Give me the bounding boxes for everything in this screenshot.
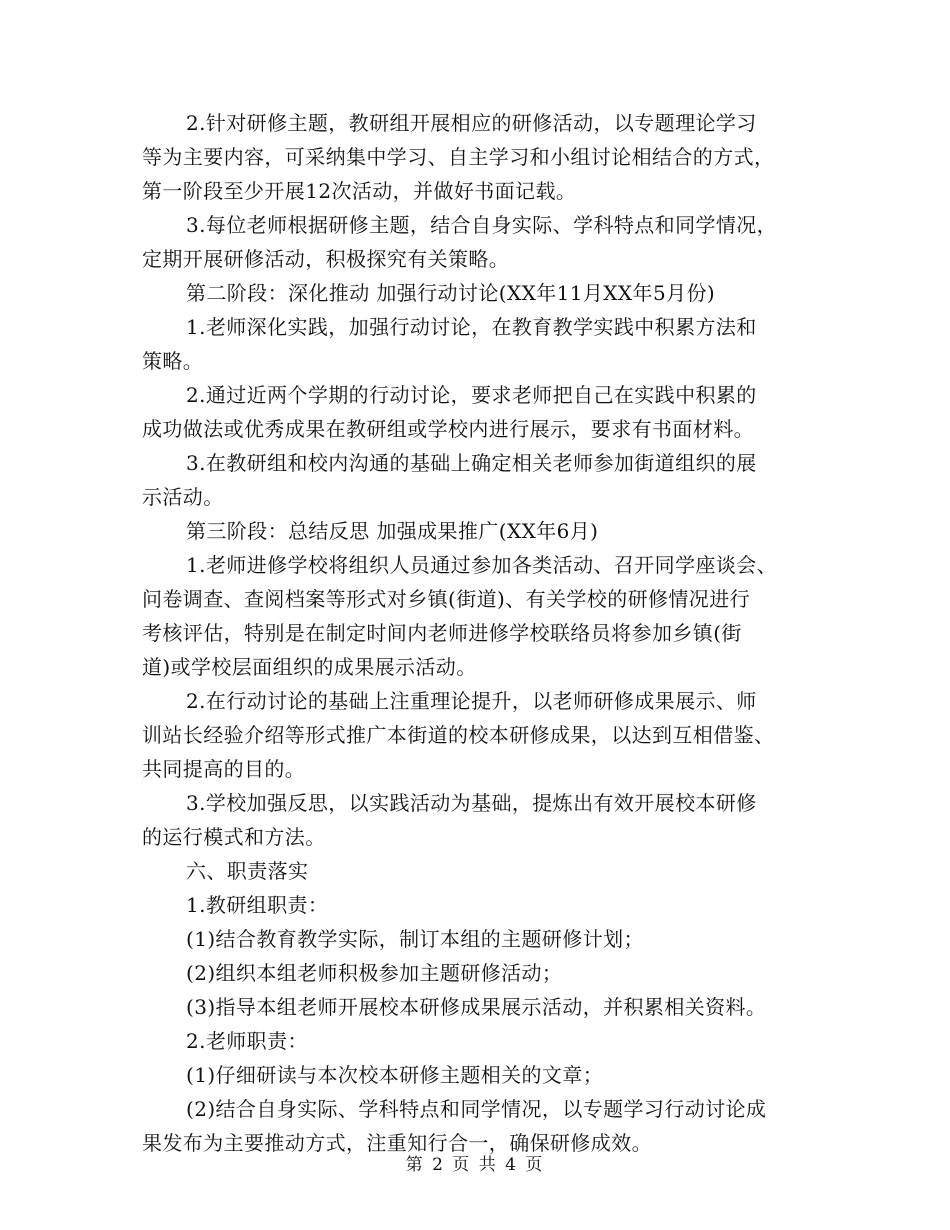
- text-line: 3.在教研组和校内沟通的基础上确定相关老师参加街道组织的展: [186, 451, 757, 475]
- text-line: 第二阶段：深化推动 加强行动讨论(XX年11月XX年5月份): [186, 281, 716, 305]
- text-line: 道)或学校层面组织的成果展示活动。: [142, 655, 477, 679]
- text-line: (3)指导本组老师开展校本研修成果展示活动，并积累相关资料。: [186, 995, 767, 1019]
- text-line: 六、职责落实: [186, 859, 309, 883]
- text-line: 训站长经验介绍等形式推广本街道的校本研修成果，以达到互相借鉴、: [142, 723, 775, 747]
- text-line: 第三阶段：总结反思 加强成果推广(XX年6月): [186, 519, 599, 543]
- text-line: 1.老师进修学校将组织人员通过参加各类活动、召开同学座谈会、: [186, 553, 778, 577]
- text-line: 2.通过近两个学期的行动讨论，要求老师把自己在实践中积累的: [186, 383, 757, 407]
- text-line: 2.在行动讨论的基础上注重理论提升，以老师研修成果展示、师: [186, 689, 757, 713]
- text-line: 第一阶段至少开展12次活动，并做好书面记载。: [142, 179, 577, 203]
- text-line: 示活动。: [142, 485, 224, 509]
- text-line: 3.每位老师根据研修主题，结合自身实际、学科特点和同学情况，: [186, 213, 778, 237]
- text-line: (2)结合自身实际、学科特点和同学情况，以专题学习行动讨论成: [186, 1097, 767, 1121]
- text-line: 3.学校加强反思，以实践活动为基础，提炼出有效开展校本研修: [186, 791, 757, 815]
- text-line: (1)结合教育教学实际，制订本组的主题研修计划；: [186, 927, 644, 951]
- text-line: (1)仔细研读与本次校本研修主题相关的文章；: [186, 1063, 604, 1087]
- text-line: 成功做法或优秀成果在教研组或学校内进行展示，要求有书面材料。: [142, 417, 754, 441]
- text-line: 共同提高的目的。: [142, 757, 306, 781]
- text-line: 1.老师深化实践，加强行动讨论，在教育教学实践中积累方法和: [186, 315, 757, 339]
- text-line: 2.针对研修主题，教研组开展相应的研修活动，以专题理论学习: [186, 111, 757, 135]
- text-line: 定期开展研修活动，积极探究有关策略。: [142, 247, 510, 271]
- text-line: (2)组织本组老师积极参加主题研修活动；: [186, 961, 563, 985]
- text-line: 等为主要内容，可采纳集中学习、自主学习和小组讨论相结合的方式，: [142, 145, 775, 169]
- text-line: 策略。: [142, 349, 204, 373]
- text-line: 的运行模式和方法。: [142, 825, 326, 849]
- text-line: 考核评估，特别是在制定时间内老师进修学校联络员将参加乡镇(街: [142, 621, 742, 645]
- page-footer: 第 2 页 共 4 页: [405, 1155, 545, 1175]
- text-line: 2.老师职责：: [186, 1029, 308, 1053]
- document-body: [142, 106, 812, 1160]
- text-line: 1.教研组职责：: [186, 893, 329, 917]
- text-line: 果发布为主要推动方式，注重知行合一，确保研修成效。: [142, 1131, 652, 1155]
- text-line: 问卷调查、查阅档案等形式对乡镇(街道)、有关学校的研修情况进行: [142, 587, 751, 611]
